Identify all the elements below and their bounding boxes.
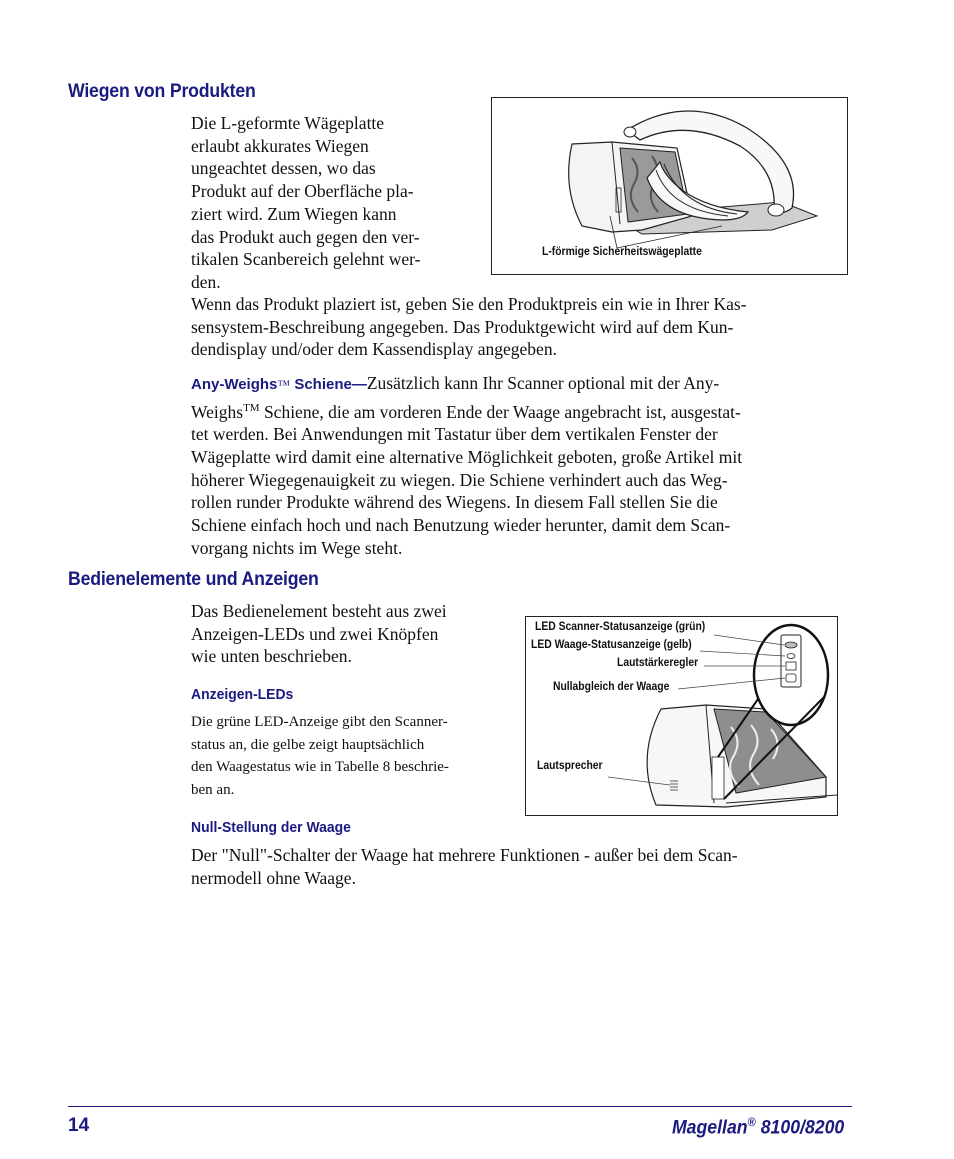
section-heading-wiegen: Wiegen von Produkten	[68, 81, 256, 102]
text-line: das Produkt auch gegen den ver-	[191, 226, 420, 247]
label-scale-zero: Nullabgleich der Waage	[553, 681, 670, 693]
text-line: Schiene einfach hoch und nach Benutzung wieder herunter, damit dem Scan-	[191, 515, 731, 536]
text-line: tet werden. Bei Anwendungen mit Tastatur über dem vertikalen Fenster der	[191, 424, 718, 445]
text-line: nermodell ohne Waage.	[191, 867, 356, 888]
text-line: Wägeplatte wird damit eine alternative Möglichkeit geboten, große Artikel mit	[191, 446, 743, 467]
text-line: Das Bedienelement besteht aus zwei	[191, 601, 447, 621]
text-line: Wenn das Produkt plaziert ist, geben Sie den Produktpreis ein wie in Ihrer Kas-	[191, 294, 747, 314]
label-volume-control: Lautstärkeregler	[617, 657, 699, 669]
weighing-paragraph	[191, 293, 747, 361]
anyweighs-label: Any-Weighs™ Schiene—	[191, 376, 367, 393]
text-line: erlaubt akkurates Wiegen	[191, 135, 369, 156]
leds-description	[191, 711, 449, 801]
text-line: ungeachtet dessen, wo das	[191, 158, 376, 179]
subheading-anzeigen-leds: Anzeigen-LEDs	[191, 686, 294, 703]
text-line: Die grüne LED-Anzeige gibt den Scanner-	[191, 714, 448, 730]
text-line: sensystem-Beschreibung angegeben. Das Produktgewicht wird auf dem Kun-	[191, 316, 734, 337]
text-line: dendisplay und/oder dem Kassendisplay angegeben.	[191, 339, 557, 360]
text-line: Any-Weighs™ Schiene—Zusätzlich kann Ihr Scanner optional mit der Any-	[191, 373, 720, 393]
weighing-intro	[191, 112, 420, 294]
text-line: tikalen Scanbereich gelehnt wer-	[191, 249, 421, 270]
label-led-scanner-status: LED Scanner-Statusanzeige (grün)	[535, 621, 706, 633]
text-line: vorgang nichts im Wege steht.	[191, 537, 403, 558]
subheading-null-stellung: Null-Stellung der Waage	[191, 819, 351, 836]
text-line: ziert wird. Zum Wiegen kann	[191, 203, 397, 224]
controls-intro	[191, 600, 447, 668]
text-line: Produkt auf der Oberfläche pla-	[191, 181, 414, 202]
label-led-scale-status: LED Waage-Statusanzeige (gelb)	[531, 639, 692, 651]
anyweighs-paragraph	[191, 372, 742, 559]
text-line: status an, die gelbe zeigt hauptsächlich	[191, 736, 425, 753]
text-line: rollen runder Produkte während des Wiegens. In diesem Fall stellen Sie die	[191, 492, 718, 513]
figure-label-weigh-platter: L-förmige Sicherheitswägeplatte	[542, 246, 702, 258]
text-line: ben an.	[191, 781, 235, 798]
text-line: wie unten beschrieben.	[191, 646, 352, 667]
text-line: Weighs™ Schiene, die am vorderen Ende der Waage angebracht ist, ausgestat-	[191, 401, 741, 422]
text-line: Anzeigen-LEDs und zwei Knöpfen	[191, 623, 439, 644]
text-line: Der "Null"-Schalter der Waage hat mehrere Funktionen - außer bei dem Scan-	[191, 845, 738, 865]
text-line: Die L-geformte Wägeplatte	[191, 113, 385, 133]
footer-product-title: Magellan® 8100/8200	[671, 1115, 844, 1139]
section-heading-bedienelemente: Bedienelemente und Anzeigen	[68, 569, 319, 590]
figure-weigh-platter	[491, 97, 848, 275]
label-speaker: Lautsprecher	[537, 760, 603, 772]
zero-description	[191, 844, 738, 889]
page-number: 14	[68, 1115, 90, 1136]
footer-rule	[68, 1106, 852, 1107]
text-line: den Waagestatus wie in Tabelle 8 beschrie-	[191, 759, 449, 775]
text-line: höherer Wiegegenauigkeit zu wiegen. Die Schiene verhindert auch das Weg-	[191, 469, 728, 490]
figure-control-panel	[525, 616, 838, 816]
text-line: den.	[191, 271, 221, 292]
